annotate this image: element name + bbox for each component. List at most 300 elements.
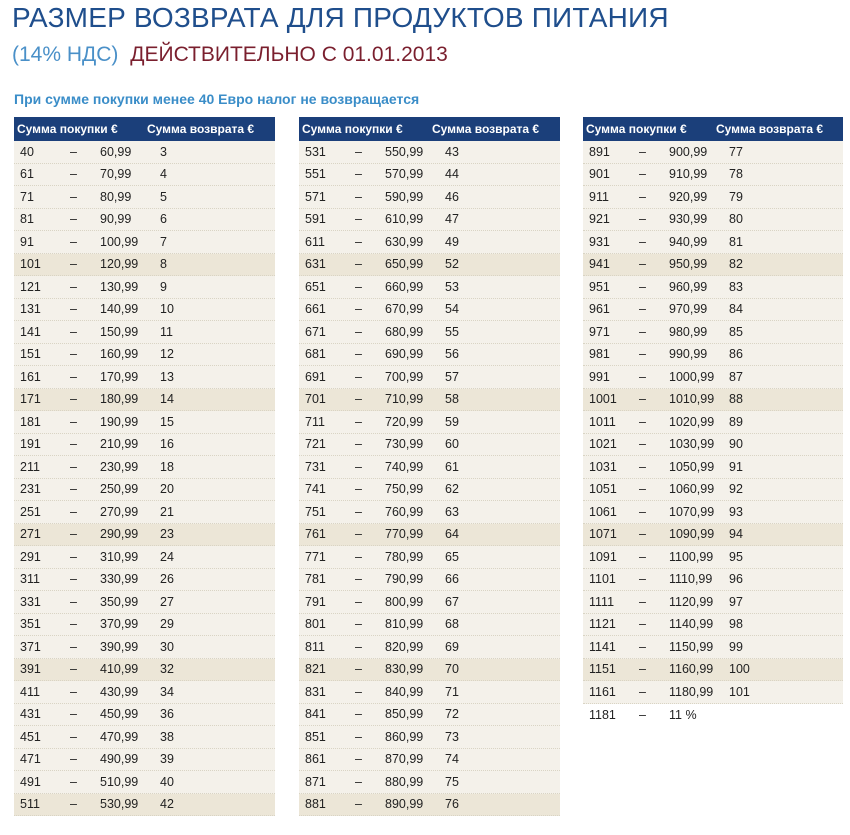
purchase-from: 121 <box>20 279 41 294</box>
purchase-from: 921 <box>589 212 610 227</box>
table-row <box>583 636 843 659</box>
purchase-from: 631 <box>305 257 326 272</box>
purchase-from: 731 <box>305 459 326 474</box>
table-row <box>299 231 560 254</box>
purchase-from: 451 <box>20 729 41 744</box>
refund-amount: 39 <box>160 752 174 767</box>
range-dash: – <box>639 504 646 519</box>
range-dash: – <box>639 144 646 159</box>
purchase-to: 1010,99 <box>669 392 715 407</box>
purchase-to: 1150,99 <box>669 639 714 654</box>
table-row <box>583 659 843 682</box>
table-row <box>14 749 275 772</box>
purchase-from: 81 <box>20 212 34 227</box>
range-dash: – <box>639 347 646 362</box>
range-dash: – <box>355 639 362 654</box>
table-row <box>299 366 560 389</box>
refund-amount: 21 <box>160 504 174 519</box>
table-row <box>14 771 275 794</box>
table-row <box>299 569 560 592</box>
range-dash: – <box>355 144 362 159</box>
refund-amount: 79 <box>729 189 743 204</box>
table-row <box>299 479 560 502</box>
table-row <box>583 276 843 299</box>
purchase-to: 490,99 <box>100 752 139 767</box>
purchase-to: 1160,99 <box>669 662 714 677</box>
page-title: РАЗМЕР ВОЗВРАТА ДЛЯ ПРОДУКТОВ ПИТАНИЯ <box>12 2 669 33</box>
purchase-from: 901 <box>589 167 610 182</box>
purchase-from: 821 <box>305 662 326 677</box>
table-row <box>583 366 843 389</box>
purchase-to: 660,99 <box>385 279 424 294</box>
purchase-from: 91 <box>20 234 34 249</box>
purchase-to: 930,99 <box>669 212 708 227</box>
refund-amount: 55 <box>445 324 459 339</box>
purchase-from: 191 <box>20 437 41 452</box>
purchase-from: 71 <box>20 189 34 204</box>
purchase-from: 1121 <box>589 617 616 632</box>
table-row <box>299 164 560 187</box>
table-row <box>14 456 275 479</box>
table-row <box>14 164 275 187</box>
purchase-to: 250,99 <box>100 482 139 497</box>
refund-amount: 71 <box>445 684 459 699</box>
table-row <box>583 141 843 164</box>
table-row <box>14 186 275 209</box>
table-row <box>299 276 560 299</box>
range-dash: – <box>70 392 77 407</box>
purchase-from: 711 <box>305 414 325 429</box>
purchase-from: 141 <box>20 324 41 339</box>
range-dash: – <box>70 279 77 294</box>
purchase-to: 790,99 <box>385 572 424 587</box>
range-dash: – <box>355 212 362 227</box>
table-row <box>14 344 275 367</box>
refund-amount: 20 <box>160 482 174 497</box>
refund-amount: 67 <box>445 594 459 609</box>
range-dash: – <box>70 684 77 699</box>
purchase-to: 950,99 <box>669 257 708 272</box>
purchase-to: 470,99 <box>100 729 139 744</box>
refund-amount: 75 <box>445 774 459 789</box>
purchase-to: 680,99 <box>385 324 424 339</box>
range-dash: – <box>639 707 646 722</box>
purchase-to: 670,99 <box>385 302 424 317</box>
purchase-from: 661 <box>305 302 326 317</box>
table-row <box>583 186 843 209</box>
refund-amount: 88 <box>729 392 743 407</box>
refund-amount: 16 <box>160 437 174 452</box>
purchase-from: 771 <box>305 549 326 564</box>
range-dash: – <box>70 617 77 632</box>
refund-amount: 46 <box>445 189 459 204</box>
purchase-from: 181 <box>20 414 41 429</box>
range-dash: – <box>639 324 646 339</box>
refund-amount: 94 <box>729 527 743 542</box>
range-dash: – <box>70 459 77 474</box>
range-dash: – <box>355 302 362 317</box>
purchase-to: 1000,99 <box>669 369 715 384</box>
table-row <box>14 141 275 164</box>
range-dash: – <box>639 392 646 407</box>
table-row <box>583 344 843 367</box>
refund-amount: 53 <box>445 279 459 294</box>
refund-amount: 78 <box>729 167 743 182</box>
purchase-to: 700,99 <box>385 369 424 384</box>
purchase-to: 350,99 <box>100 594 139 609</box>
purchase-from: 751 <box>305 504 326 519</box>
refund-amount: 81 <box>729 234 743 249</box>
purchase-from: 1061 <box>589 504 617 519</box>
range-dash: – <box>355 527 362 542</box>
purchase-to: 920,99 <box>669 189 708 204</box>
purchase-from: 861 <box>305 752 326 767</box>
table-row <box>583 569 843 592</box>
purchase-from: 791 <box>305 594 326 609</box>
refund-amount: 12 <box>160 347 174 362</box>
purchase-to: 960,99 <box>669 279 708 294</box>
range-dash: – <box>70 189 77 204</box>
purchase-from: 831 <box>305 684 326 699</box>
range-dash: – <box>639 662 646 677</box>
refund-amount: 92 <box>729 482 743 497</box>
purchase-from: 961 <box>589 302 610 317</box>
purchase-to: 860,99 <box>385 729 424 744</box>
refund-amount: 60 <box>445 437 459 452</box>
purchase-to: 870,99 <box>385 752 424 767</box>
refund-amount: 96 <box>729 572 743 587</box>
purchase-to: 990,99 <box>669 347 708 362</box>
range-dash: – <box>355 257 362 272</box>
purchase-from: 881 <box>305 797 326 812</box>
purchase-from: 411 <box>20 684 40 699</box>
table-row <box>583 389 843 412</box>
purchase-to: 11 % <box>669 707 697 722</box>
purchase-to: 450,99 <box>100 707 139 722</box>
purchase-from: 681 <box>305 347 326 362</box>
purchase-from: 531 <box>305 144 326 159</box>
purchase-from: 311 <box>20 572 40 587</box>
purchase-to: 130,99 <box>100 279 139 294</box>
range-dash: – <box>355 459 362 474</box>
range-dash: – <box>639 167 646 182</box>
refund-amount: 68 <box>445 617 459 632</box>
range-dash: – <box>355 279 362 294</box>
purchase-to: 630,99 <box>385 234 424 249</box>
purchase-to: 290,99 <box>100 527 139 542</box>
range-dash: – <box>355 414 362 429</box>
purchase-to: 840,99 <box>385 684 424 699</box>
purchase-from: 161 <box>20 369 41 384</box>
table-row <box>583 321 843 344</box>
purchase-to: 270,99 <box>100 504 139 519</box>
refund-amount: 58 <box>445 392 459 407</box>
purchase-to: 550,99 <box>385 144 424 159</box>
refund-amount: 82 <box>729 257 743 272</box>
range-dash: – <box>70 639 77 654</box>
range-dash: – <box>70 144 77 159</box>
range-dash: – <box>70 257 77 272</box>
purchase-to: 170,99 <box>100 369 139 384</box>
refund-amount: 90 <box>729 437 743 452</box>
refund-amount: 54 <box>445 302 459 317</box>
purchase-from: 211 <box>20 459 40 474</box>
purchase-to: 1120,99 <box>669 594 714 609</box>
purchase-to: 230,99 <box>100 459 139 474</box>
purchase-to: 880,99 <box>385 774 424 789</box>
range-dash: – <box>355 707 362 722</box>
purchase-to: 970,99 <box>669 302 708 317</box>
range-dash: – <box>70 729 77 744</box>
range-dash: – <box>355 482 362 497</box>
purchase-to: 780,99 <box>385 549 424 564</box>
purchase-to: 1070,99 <box>669 504 715 519</box>
refund-amount: 38 <box>160 729 174 744</box>
purchase-from: 591 <box>305 212 326 227</box>
purchase-from: 981 <box>589 347 610 362</box>
range-dash: – <box>355 572 362 587</box>
refund-amount: 30 <box>160 639 174 654</box>
refund-amount: 98 <box>729 617 743 632</box>
refund-amount: 36 <box>160 707 174 722</box>
table-row <box>299 726 560 749</box>
refund-table-3 <box>583 117 843 726</box>
refund-amount: 4 <box>160 167 167 182</box>
range-dash: – <box>70 482 77 497</box>
refund-amount: 95 <box>729 549 743 564</box>
table-row <box>299 411 560 434</box>
refund-amount: 101 <box>729 684 750 699</box>
refund-amount: 87 <box>729 369 743 384</box>
purchase-to: 760,99 <box>385 504 424 519</box>
table-row <box>14 591 275 614</box>
range-dash: – <box>70 797 77 812</box>
range-dash: – <box>639 212 646 227</box>
table-row <box>299 321 560 344</box>
refund-amount: 49 <box>445 234 459 249</box>
range-dash: – <box>70 549 77 564</box>
purchase-from: 691 <box>305 369 326 384</box>
table-row <box>583 704 843 727</box>
refund-column-header: Сумма возврата € <box>432 122 540 136</box>
table-row <box>583 299 843 322</box>
range-dash: – <box>639 189 646 204</box>
purchase-to: 740,99 <box>385 459 424 474</box>
table-row <box>299 501 560 524</box>
purchase-to: 750,99 <box>385 482 424 497</box>
range-dash: – <box>639 302 646 317</box>
table-row <box>14 636 275 659</box>
table-row <box>299 254 560 277</box>
purchase-to: 140,99 <box>100 302 139 317</box>
purchase-to: 390,99 <box>100 639 139 654</box>
refund-amount: 32 <box>160 662 174 677</box>
refund-amount: 63 <box>445 504 459 519</box>
table-row <box>299 299 560 322</box>
refund-amount: 84 <box>729 302 743 317</box>
refund-amount: 27 <box>160 594 174 609</box>
purchase-to: 80,99 <box>100 189 132 204</box>
refund-amount: 93 <box>729 504 743 519</box>
refund-amount: 61 <box>445 459 459 474</box>
table-row <box>14 794 275 817</box>
refund-amount: 65 <box>445 549 459 564</box>
table-header <box>299 117 560 141</box>
purchase-from: 1151 <box>589 662 616 677</box>
table-row <box>299 209 560 232</box>
table-row <box>583 591 843 614</box>
range-dash: – <box>70 212 77 227</box>
range-dash: – <box>639 234 646 249</box>
range-dash: – <box>355 729 362 744</box>
range-dash: – <box>355 504 362 519</box>
purchase-from: 471 <box>20 752 41 767</box>
table-row <box>14 546 275 569</box>
refund-amount: 97 <box>729 594 743 609</box>
purchase-to: 720,99 <box>385 414 424 429</box>
refund-amount: 77 <box>729 144 743 159</box>
refund-amount: 62 <box>445 482 459 497</box>
refund-amount: 56 <box>445 347 459 362</box>
range-dash: – <box>70 774 77 789</box>
range-dash: – <box>639 279 646 294</box>
purchase-from: 61 <box>20 167 34 182</box>
range-dash: – <box>639 414 646 429</box>
purchase-from: 291 <box>20 549 41 564</box>
range-dash: – <box>355 549 362 564</box>
table-row <box>299 771 560 794</box>
range-dash: – <box>639 639 646 654</box>
purchase-to: 70,99 <box>100 167 132 182</box>
purchase-to: 830,99 <box>385 662 424 677</box>
refund-amount: 69 <box>445 639 459 654</box>
purchase-to: 150,99 <box>100 324 139 339</box>
table-row <box>14 389 275 412</box>
refund-amount: 6 <box>160 212 167 227</box>
purchase-from: 511 <box>20 797 40 812</box>
range-dash: – <box>355 167 362 182</box>
refund-amount: 64 <box>445 527 459 542</box>
purchase-from: 571 <box>305 189 326 204</box>
purchase-to: 190,99 <box>100 414 139 429</box>
range-dash: – <box>70 369 77 384</box>
table-row <box>299 681 560 704</box>
refund-amount: 52 <box>445 257 459 272</box>
purchase-from: 351 <box>20 617 41 632</box>
table-row <box>299 591 560 614</box>
range-dash: – <box>639 617 646 632</box>
table-row <box>14 726 275 749</box>
purchase-from: 931 <box>589 234 610 249</box>
purchase-to: 120,99 <box>100 257 139 272</box>
purchase-from: 801 <box>305 617 326 632</box>
refund-amount: 11 <box>160 324 173 339</box>
refund-amount: 86 <box>729 347 743 362</box>
table-row <box>299 636 560 659</box>
purchase-to: 510,99 <box>100 774 139 789</box>
purchase-to: 710,99 <box>385 392 424 407</box>
refund-amount: 15 <box>160 414 174 429</box>
purchase-from: 231 <box>20 482 41 497</box>
table-row <box>299 344 560 367</box>
purchase-to: 370,99 <box>100 617 139 632</box>
purchase-to: 1180,99 <box>669 684 714 699</box>
minimum-purchase-note: При сумме покупки менее 40 Евро налог не возвращается <box>14 91 420 107</box>
purchase-from: 1111 <box>589 594 615 609</box>
purchase-from: 391 <box>20 662 41 677</box>
purchase-from: 701 <box>305 392 326 407</box>
range-dash: – <box>355 684 362 699</box>
purchase-to: 90,99 <box>100 212 132 227</box>
table-row <box>583 254 843 277</box>
purchase-to: 310,99 <box>100 549 139 564</box>
range-dash: – <box>70 302 77 317</box>
table-row <box>583 209 843 232</box>
purchase-from: 1051 <box>589 482 617 497</box>
table-row <box>14 411 275 434</box>
purchase-from: 131 <box>20 302 41 317</box>
range-dash: – <box>70 414 77 429</box>
purchase-to: 800,99 <box>385 594 424 609</box>
purchase-from: 1021 <box>589 437 617 452</box>
refund-amount: 91 <box>729 459 743 474</box>
purchase-to: 910,99 <box>669 167 708 182</box>
range-dash: – <box>70 594 77 609</box>
purchase-from: 1071 <box>589 527 617 542</box>
vat-rate: (14% НДС) <box>12 43 119 66</box>
table-row <box>14 681 275 704</box>
purchase-to: 940,99 <box>669 234 708 249</box>
range-dash: – <box>70 572 77 587</box>
refund-amount: 13 <box>160 369 174 384</box>
range-dash: – <box>70 752 77 767</box>
table-row <box>299 186 560 209</box>
refund-table-2 <box>299 117 560 816</box>
range-dash: – <box>70 347 77 362</box>
purchase-from: 741 <box>305 482 326 497</box>
range-dash: – <box>355 617 362 632</box>
refund-column-header: Сумма возврата € <box>147 122 255 136</box>
purchase-to: 1030,99 <box>669 437 715 452</box>
purchase-from: 171 <box>20 392 41 407</box>
range-dash: – <box>355 437 362 452</box>
range-dash: – <box>639 482 646 497</box>
refund-amount: 9 <box>160 279 167 294</box>
purchase-from: 971 <box>589 324 610 339</box>
refund-amount: 70 <box>445 662 459 677</box>
refund-amount: 24 <box>160 549 174 564</box>
purchase-to: 1020,99 <box>669 414 715 429</box>
purchase-from: 1011 <box>589 414 616 429</box>
purchase-from: 941 <box>589 257 610 272</box>
purchase-from: 871 <box>305 774 326 789</box>
table-row <box>583 411 843 434</box>
table-row <box>14 231 275 254</box>
range-dash: – <box>355 369 362 384</box>
range-dash: – <box>639 684 646 699</box>
range-dash: – <box>639 572 646 587</box>
purchase-from: 891 <box>589 144 610 159</box>
refund-amount: 59 <box>445 414 459 429</box>
refund-amount: 29 <box>160 617 174 632</box>
range-dash: – <box>639 437 646 452</box>
range-dash: – <box>639 369 646 384</box>
purchase-to: 210,99 <box>100 437 139 452</box>
purchase-to: 60,99 <box>100 144 132 159</box>
table-row <box>14 276 275 299</box>
purchase-from: 151 <box>20 347 41 362</box>
refund-amount: 5 <box>160 189 167 204</box>
